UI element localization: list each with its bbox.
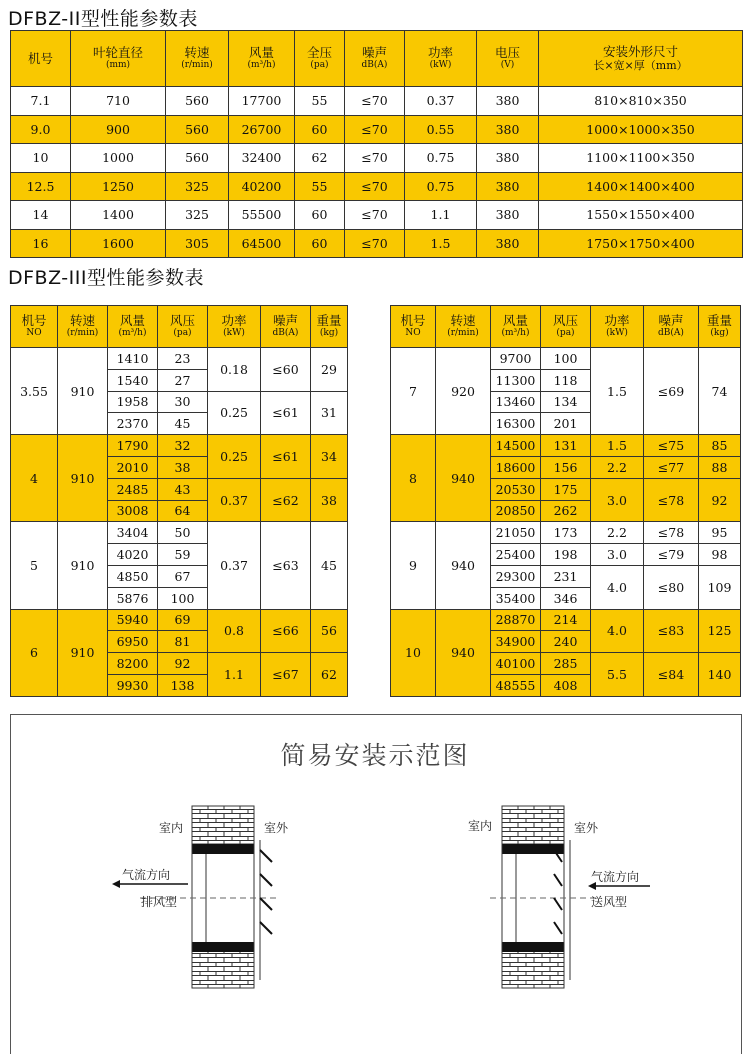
left-airflow-label: 气流方向: [122, 868, 171, 882]
power-cell: 4.0: [591, 609, 644, 653]
flow-cell: 8200: [108, 653, 158, 675]
speed-cell: 940: [436, 522, 491, 609]
table-cell: 1000: [71, 144, 166, 173]
table-cell: 380: [477, 87, 539, 116]
flow-cell: 21050: [491, 522, 541, 544]
weight-cell: 31: [311, 391, 348, 435]
flow-cell: 2485: [108, 478, 158, 500]
flow-cell: 14500: [491, 435, 541, 457]
pressure-cell: 43: [158, 478, 208, 500]
weight-cell: 34: [311, 435, 348, 479]
weight-cell: 88: [699, 456, 741, 478]
table-cell: 810×810×350: [539, 87, 743, 116]
noise-cell: ≤84: [644, 653, 699, 697]
table-cell: 60: [295, 201, 345, 230]
fan-number-cell: 9: [391, 522, 436, 609]
table-cell: 0.75: [405, 144, 477, 173]
speed-cell: 910: [58, 348, 108, 435]
flow-cell: 9700: [491, 348, 541, 370]
flow-cell: 1958: [108, 391, 158, 413]
table-cell: 10: [11, 144, 71, 173]
table-cell: ≤70: [345, 172, 405, 201]
table-cell: 1.1: [405, 201, 477, 230]
table-cell: 1550×1550×400: [539, 201, 743, 230]
fan-number-cell: 7: [391, 348, 436, 435]
pressure-cell: 100: [158, 587, 208, 609]
table-cell: 560: [166, 87, 229, 116]
table-cell: 16: [11, 229, 71, 258]
table-cell: 380: [477, 201, 539, 230]
wall-bottom: [502, 950, 564, 988]
flow-cell: 16300: [491, 413, 541, 435]
weight-cell: 45: [311, 522, 348, 609]
table-row: [11, 348, 348, 370]
speed-cell: 910: [58, 522, 108, 609]
speed-cell: 940: [436, 609, 491, 696]
flow-cell: 1790: [108, 435, 158, 457]
noise-cell: ≤80: [644, 565, 699, 609]
table-cell: 1750×1750×400: [539, 229, 743, 258]
t2-header-5: 噪声 dB(A): [261, 306, 311, 348]
flow-cell: 20850: [491, 500, 541, 522]
wall-bottom: [192, 950, 254, 988]
t3-header-6: 重量 (kg): [699, 306, 741, 348]
right-indoor-label: 室内: [468, 819, 493, 833]
table-cell: 60: [295, 229, 345, 258]
flow-cell: 35400: [491, 587, 541, 609]
t2-header-6: 重量 (kg): [311, 306, 348, 348]
flow-cell: 13460: [491, 391, 541, 413]
table-cell: 380: [477, 229, 539, 258]
flow-cell: 1540: [108, 369, 158, 391]
dfbz-iii-table-left: [10, 305, 348, 697]
weight-cell: 140: [699, 653, 741, 697]
pressure-cell: 100: [541, 348, 591, 370]
table-row: [11, 172, 743, 201]
power-cell: 0.25: [208, 391, 261, 435]
table-cell: 0.75: [405, 172, 477, 201]
install-diagram-left: [100, 800, 340, 995]
noise-cell: ≤75: [644, 435, 699, 457]
fan-number-cell: 4: [11, 435, 58, 522]
t3-header-5: 噪声 dB(A): [644, 306, 699, 348]
table-cell: 1000×1000×350: [539, 115, 743, 144]
t3-header-2: 风量 (m³/h): [491, 306, 541, 348]
weight-cell: 62: [311, 653, 348, 697]
noise-cell: ≤60: [261, 348, 311, 392]
table-row: [11, 609, 348, 631]
power-cell: 3.0: [591, 544, 644, 566]
pressure-cell: 59: [158, 544, 208, 566]
t2-header-4: 功率 (kW): [208, 306, 261, 348]
table-cell: 60: [295, 115, 345, 144]
table-row: [11, 201, 743, 230]
pressure-cell: 118: [541, 369, 591, 391]
pressure-cell: 67: [158, 565, 208, 587]
t3-header-3: 风压 (pa): [541, 306, 591, 348]
weight-cell: 38: [311, 478, 348, 522]
table-cell: 32400: [229, 144, 295, 173]
left-outdoor-label: 室外: [264, 821, 289, 835]
weight-cell: 29: [311, 348, 348, 392]
power-cell: 5.5: [591, 653, 644, 697]
pressure-cell: 92: [158, 653, 208, 675]
table-cell: ≤70: [345, 229, 405, 258]
noise-cell: ≤69: [644, 348, 699, 435]
flow-cell: 20530: [491, 478, 541, 500]
table-cell: 55500: [229, 201, 295, 230]
table-cell: 26700: [229, 115, 295, 144]
left-type-label: 排风型: [141, 895, 178, 909]
flow-cell: 48555: [491, 674, 541, 696]
table-cell: 1400×1400×400: [539, 172, 743, 201]
dfbz-iii-table-right: [390, 305, 741, 697]
table-cell: 40200: [229, 172, 295, 201]
louver-blades: [260, 850, 272, 934]
flow-cell: 9930: [108, 674, 158, 696]
power-cell: 1.1: [208, 653, 261, 697]
noise-cell: ≤61: [261, 391, 311, 435]
power-cell: 2.2: [591, 522, 644, 544]
fan-number-cell: 3.55: [11, 348, 58, 435]
pressure-cell: 64: [158, 500, 208, 522]
power-cell: 0.18: [208, 348, 261, 392]
flow-cell: 2370: [108, 413, 158, 435]
fan-number-cell: 5: [11, 522, 58, 609]
power-cell: 1.5: [591, 435, 644, 457]
speed-cell: 920: [436, 348, 491, 435]
pressure-cell: 38: [158, 456, 208, 478]
table-cell: 380: [477, 172, 539, 201]
noise-cell: ≤78: [644, 478, 699, 522]
power-cell: 0.25: [208, 435, 261, 479]
pressure-cell: 214: [541, 609, 591, 631]
table2-title: DFBZ-III型性能参数表: [8, 267, 204, 289]
power-cell: 0.8: [208, 609, 261, 653]
table-cell: 55: [295, 87, 345, 116]
power-cell: 4.0: [591, 565, 644, 609]
t2-header-0: 机号 NO: [11, 306, 58, 348]
flow-cell: 3008: [108, 500, 158, 522]
table-cell: 9.0: [11, 115, 71, 144]
weight-cell: 56: [311, 609, 348, 653]
pressure-cell: 30: [158, 391, 208, 413]
noise-cell: ≤66: [261, 609, 311, 653]
flow-cell: 6950: [108, 631, 158, 653]
table-cell: 64500: [229, 229, 295, 258]
power-cell: 1.5: [591, 348, 644, 435]
right-type-label: 送风型: [591, 895, 628, 909]
table-row: [391, 609, 741, 631]
table-row: [391, 522, 741, 544]
pressure-cell: 27: [158, 369, 208, 391]
noise-cell: ≤83: [644, 609, 699, 653]
fan-number-cell: 6: [11, 609, 58, 696]
table-cell: 1.5: [405, 229, 477, 258]
t1-header-noise: 噪声 dB(A): [345, 31, 405, 87]
weight-cell: 85: [699, 435, 741, 457]
wall-top: [502, 806, 564, 844]
t1-header-voltage: 电压 (V): [477, 31, 539, 87]
power-cell: 2.2: [591, 456, 644, 478]
flow-cell: 18600: [491, 456, 541, 478]
table-cell: 560: [166, 115, 229, 144]
t1-header-power: 功率 (kW): [405, 31, 477, 87]
flow-cell: 4850: [108, 565, 158, 587]
power-cell: 0.37: [208, 522, 261, 609]
frame-bar-top: [192, 844, 254, 854]
pressure-cell: 231: [541, 565, 591, 587]
table-row: [11, 435, 348, 457]
t1-header-diameter: 叶轮直径 (mm): [71, 31, 166, 87]
t2-header-3: 风压 (pa): [158, 306, 208, 348]
table-row: [11, 87, 743, 116]
frame-bar-bottom: [502, 942, 564, 952]
pressure-cell: 69: [158, 609, 208, 631]
table-cell: ≤70: [345, 115, 405, 144]
install-diagram-right: [410, 800, 670, 995]
pressure-cell: 173: [541, 522, 591, 544]
diagram-title: 简易安装示范图: [280, 741, 470, 770]
table-cell: 55: [295, 172, 345, 201]
table1-title: DFBZ-II型性能参数表: [8, 8, 198, 30]
table-row: [11, 522, 348, 544]
t1-header-dimensions: 安装外形尺寸 长×宽×厚（mm）: [539, 31, 743, 87]
flow-cell: 25400: [491, 544, 541, 566]
pressure-cell: 240: [541, 631, 591, 653]
table-cell: 305: [166, 229, 229, 258]
pressure-cell: 198: [541, 544, 591, 566]
pressure-cell: 131: [541, 435, 591, 457]
right-outdoor-label: 室外: [574, 821, 599, 835]
table-cell: 380: [477, 115, 539, 144]
table-cell: 7.1: [11, 87, 71, 116]
t1-header-pressure: 全压 (pa): [295, 31, 345, 87]
weight-cell: 92: [699, 478, 741, 522]
table-cell: ≤70: [345, 87, 405, 116]
table-cell: 710: [71, 87, 166, 116]
table-cell: 1100×1100×350: [539, 144, 743, 173]
noise-cell: ≤78: [644, 522, 699, 544]
dfbz-ii-table: [10, 30, 743, 258]
pressure-cell: 138: [158, 674, 208, 696]
weight-cell: 74: [699, 348, 741, 435]
speed-cell: 910: [58, 609, 108, 696]
t3-header-0: 机号 NO: [391, 306, 436, 348]
t3-header-1: 转速 (r/min): [436, 306, 491, 348]
flow-cell: 11300: [491, 369, 541, 391]
table-row: [11, 229, 743, 258]
t2-header-2: 风量 (m³/h): [108, 306, 158, 348]
table-cell: 1250: [71, 172, 166, 201]
flow-cell: 4020: [108, 544, 158, 566]
speed-cell: 940: [436, 435, 491, 522]
table-row: [391, 348, 741, 370]
left-indoor-label: 室内: [159, 821, 184, 835]
t1-header-speed: 转速 (r/min): [166, 31, 229, 87]
flow-cell: 1410: [108, 348, 158, 370]
pressure-cell: 32: [158, 435, 208, 457]
flow-cell: 28870: [491, 609, 541, 631]
table-cell: 325: [166, 172, 229, 201]
pressure-cell: 134: [541, 391, 591, 413]
flow-cell: 5876: [108, 587, 158, 609]
right-airflow-label: 气流方向: [591, 870, 640, 884]
weight-cell: 125: [699, 609, 741, 653]
table-cell: 325: [166, 201, 229, 230]
pressure-cell: 156: [541, 456, 591, 478]
pressure-cell: 262: [541, 500, 591, 522]
noise-cell: ≤79: [644, 544, 699, 566]
table-cell: ≤70: [345, 144, 405, 173]
weight-cell: 95: [699, 522, 741, 544]
flow-cell: 2010: [108, 456, 158, 478]
flow-cell: 29300: [491, 565, 541, 587]
power-cell: 0.37: [208, 478, 261, 522]
table-cell: ≤70: [345, 201, 405, 230]
noise-cell: ≤61: [261, 435, 311, 479]
table-cell: 900: [71, 115, 166, 144]
pressure-cell: 81: [158, 631, 208, 653]
pressure-cell: 346: [541, 587, 591, 609]
flow-cell: 34900: [491, 631, 541, 653]
flow-cell: 40100: [491, 653, 541, 675]
pressure-cell: 408: [541, 674, 591, 696]
weight-cell: 98: [699, 544, 741, 566]
pressure-cell: 201: [541, 413, 591, 435]
table-cell: 1400: [71, 201, 166, 230]
fan-number-cell: 10: [391, 609, 436, 696]
t1-header-no: 机号: [11, 31, 71, 87]
pressure-cell: 23: [158, 348, 208, 370]
fan-number-cell: 8: [391, 435, 436, 522]
pressure-cell: 285: [541, 653, 591, 675]
power-cell: 3.0: [591, 478, 644, 522]
table-cell: 17700: [229, 87, 295, 116]
table-cell: 0.37: [405, 87, 477, 116]
pressure-cell: 45: [158, 413, 208, 435]
noise-cell: ≤63: [261, 522, 311, 609]
pressure-cell: 50: [158, 522, 208, 544]
table-cell: 380: [477, 144, 539, 173]
table-cell: 1600: [71, 229, 166, 258]
table-cell: 62: [295, 144, 345, 173]
pressure-cell: 175: [541, 478, 591, 500]
louver-blades: [554, 850, 562, 934]
t2-header-1: 转速 (r/min): [58, 306, 108, 348]
frame-bar-bottom: [192, 942, 254, 952]
t3-header-4: 功率 (kW): [591, 306, 644, 348]
table-cell: 0.55: [405, 115, 477, 144]
t1-header-flow: 风量 (m³/h): [229, 31, 295, 87]
noise-cell: ≤77: [644, 456, 699, 478]
table-row: [11, 115, 743, 144]
noise-cell: ≤67: [261, 653, 311, 697]
flow-cell: 5940: [108, 609, 158, 631]
table-cell: 12.5: [11, 172, 71, 201]
flow-cell: 3404: [108, 522, 158, 544]
noise-cell: ≤62: [261, 478, 311, 522]
speed-cell: 910: [58, 435, 108, 522]
weight-cell: 109: [699, 565, 741, 609]
table-row: [391, 435, 741, 457]
wall-top: [192, 806, 254, 844]
table-row: [11, 144, 743, 173]
table-cell: 560: [166, 144, 229, 173]
table-cell: 14: [11, 201, 71, 230]
